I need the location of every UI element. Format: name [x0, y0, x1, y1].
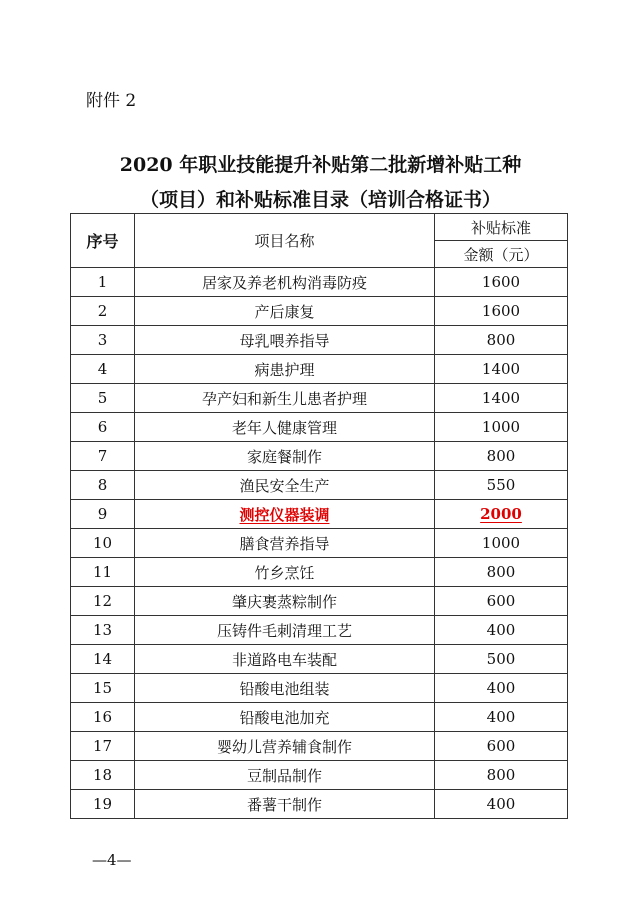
row-no: 11 [71, 558, 135, 587]
row-no: 5 [71, 384, 135, 413]
row-name: 母乳喂养指导 [135, 326, 435, 355]
row-name: 病患护理 [135, 355, 435, 384]
table-row [71, 703, 568, 732]
row-amount: 1000 [435, 413, 568, 442]
header-name: 项目名称 [135, 214, 435, 268]
row-no: 18 [71, 761, 135, 790]
table-row [71, 471, 568, 500]
row-amount: 800 [435, 442, 568, 471]
row-amount: 400 [435, 674, 568, 703]
table-row [71, 732, 568, 761]
table-row [71, 616, 568, 645]
table-row-highlighted [71, 500, 568, 529]
row-amount: 1000 [435, 529, 568, 558]
table-row [71, 587, 568, 616]
row-amount: 800 [435, 326, 568, 355]
header-standard: 补贴标准 [435, 214, 568, 241]
row-amount: 550 [435, 471, 568, 500]
row-amount: 400 [435, 703, 568, 732]
table-row [71, 326, 568, 355]
table-row [71, 384, 568, 413]
row-amount: 800 [435, 761, 568, 790]
row-name-highlighted: 测控仪器装调 [135, 500, 435, 529]
row-amount: 1600 [435, 268, 568, 297]
row-no: 19 [71, 790, 135, 819]
row-name: 竹乡烹饪 [135, 558, 435, 587]
header-amount: 金额（元） [435, 241, 568, 268]
row-no: 10 [71, 529, 135, 558]
document-title-line-1: 2020 年职业技能提升补贴第二批新增补贴工种 [119, 154, 522, 176]
table-row [71, 674, 568, 703]
header-seq: 序号 [71, 214, 135, 268]
row-amount: 1400 [435, 355, 568, 384]
table-row [71, 268, 568, 297]
row-name: 豆制品制作 [135, 761, 435, 790]
row-no: 3 [71, 326, 135, 355]
row-name: 老年人健康管理 [135, 413, 435, 442]
row-name: 压铸件毛刺清理工艺 [135, 616, 435, 645]
document-title-line-2: （项目）和补贴标准目录（培训合格证书） [139, 189, 501, 211]
row-name: 孕产妇和新生儿患者护理 [135, 384, 435, 413]
row-amount-highlighted: 2000 [435, 500, 568, 529]
row-name: 渔民安全生产 [135, 471, 435, 500]
row-amount: 800 [435, 558, 568, 587]
table-row [71, 761, 568, 790]
subsidy-table [70, 213, 568, 819]
row-name: 番薯干制作 [135, 790, 435, 819]
table-row [71, 413, 568, 442]
table-row [71, 442, 568, 471]
row-name: 肇庆裹蒸粽制作 [135, 587, 435, 616]
row-no: 1 [71, 268, 135, 297]
row-no: 14 [71, 645, 135, 674]
row-no: 2 [71, 297, 135, 326]
row-no: 8 [71, 471, 135, 500]
row-amount: 600 [435, 732, 568, 761]
table-row [71, 558, 568, 587]
row-name: 膳食营养指导 [135, 529, 435, 558]
table-row [71, 790, 568, 819]
row-name: 家庭餐制作 [135, 442, 435, 471]
table-row [71, 529, 568, 558]
row-no: 9 [71, 500, 135, 529]
row-no: 6 [71, 413, 135, 442]
row-name: 婴幼儿营养辅食制作 [135, 732, 435, 761]
row-amount: 1600 [435, 297, 568, 326]
row-no: 15 [71, 674, 135, 703]
row-amount: 400 [435, 616, 568, 645]
table-row [71, 355, 568, 384]
row-no: 12 [71, 587, 135, 616]
row-amount: 600 [435, 587, 568, 616]
row-no: 17 [71, 732, 135, 761]
row-name: 产后康复 [135, 297, 435, 326]
table-row [71, 297, 568, 326]
row-amount: 400 [435, 790, 568, 819]
row-name: 铅酸电池组装 [135, 674, 435, 703]
row-no: 7 [71, 442, 135, 471]
row-no: 16 [71, 703, 135, 732]
row-name: 非道路电车装配 [135, 645, 435, 674]
page-number: —4— [92, 851, 132, 869]
row-amount: 500 [435, 645, 568, 674]
row-name: 铅酸电池加充 [135, 703, 435, 732]
row-amount: 1400 [435, 384, 568, 413]
row-no: 4 [71, 355, 135, 384]
attachment-label: 附件 2 [86, 91, 137, 111]
row-name: 居家及养老机构消毒防疫 [135, 268, 435, 297]
row-no: 13 [71, 616, 135, 645]
table-row [71, 645, 568, 674]
